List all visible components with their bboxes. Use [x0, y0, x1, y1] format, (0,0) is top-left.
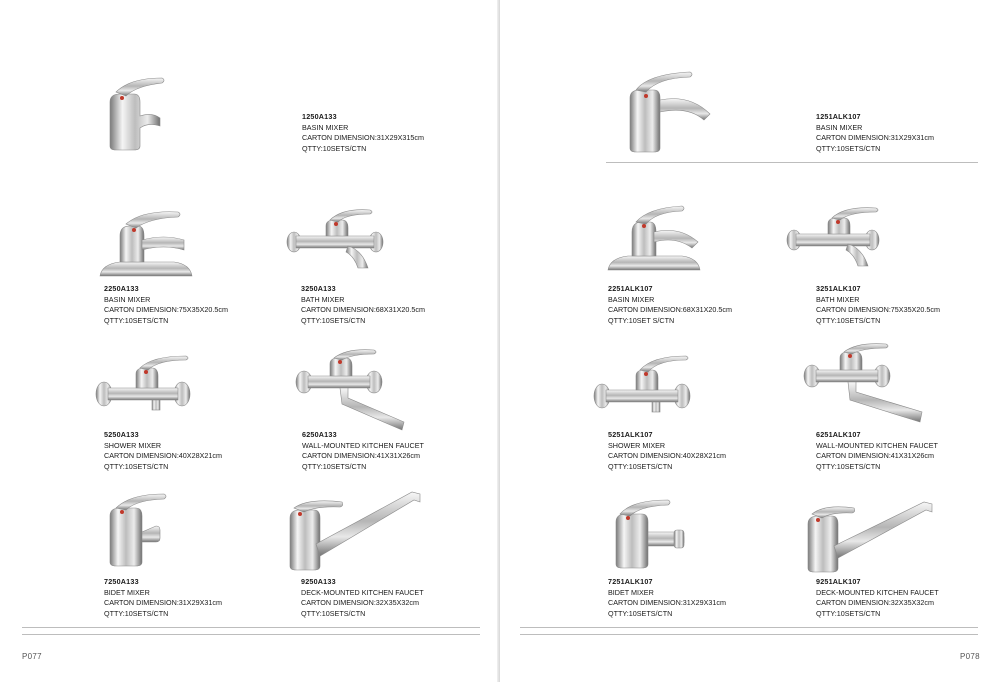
carton-dimension: CARTON DIMENSION:32X35X32cm [816, 598, 934, 608]
footer-rule [520, 627, 978, 628]
product-name: BATH MIXER [816, 294, 860, 304]
quantity: QTTY:10SETS/CTN [816, 143, 881, 153]
faucet-image-6250a133 [294, 348, 412, 432]
faucet-image-2251alk107 [606, 204, 702, 274]
product-caption [608, 284, 732, 326]
product-code: 2250A133 [104, 284, 139, 293]
carton-dimension: CARTON DIMENSION:41X31X26cm [816, 451, 934, 461]
faucet-image-1251alk107 [624, 70, 716, 156]
faucet-image-9250a133 [284, 486, 424, 572]
faucet-image-7250a133 [102, 490, 170, 570]
product-caption [816, 577, 939, 619]
product-code: 1251ALK107 [816, 112, 861, 121]
faucet-image-3251alk107 [786, 206, 882, 270]
product-caption [104, 577, 222, 619]
product-name: BIDET MIXER [104, 587, 150, 597]
product-name: BASIN MIXER [608, 294, 655, 304]
product-code: 5250A133 [104, 430, 139, 439]
product-name: BASIN MIXER [104, 294, 151, 304]
page-number: P078 [960, 652, 980, 661]
product-code: 7250A133 [104, 577, 139, 586]
product-caption [301, 577, 424, 619]
product-code: 5251ALK107 [608, 430, 653, 439]
carton-dimension: CARTON DIMENSION:31X29X31cm [104, 598, 222, 608]
product-name: SHOWER MIXER [608, 440, 666, 450]
product-code: 2251ALK107 [608, 284, 653, 293]
product-name: DECK-MOUNTED KITCHEN FAUCET [816, 587, 939, 597]
product-code: 6251ALK107 [816, 430, 861, 439]
quantity: QTTY:10SETS/CTN [816, 461, 881, 471]
carton-dimension: CARTON DIMENSION:75X35X20.5cm [104, 305, 228, 315]
product-caption [816, 284, 940, 326]
carton-dimension: CARTON DIMENSION:68X31X20.5cm [301, 305, 425, 315]
carton-dimension: CARTON DIMENSION:31X29X31cm [816, 133, 934, 143]
product-name: WALL-MOUNTED KITCHEN FAUCET [816, 440, 938, 450]
quantity: QTTY:10SETS/CTN [302, 461, 367, 471]
product-code: 9250A133 [301, 577, 336, 586]
product-name: SHOWER MIXER [104, 440, 162, 450]
quantity: QTTY:10SETS/CTN [301, 315, 366, 325]
product-caption [816, 112, 934, 154]
carton-dimension: CARTON DIMENSION:40X28X21cm [104, 451, 222, 461]
carton-dimension: CARTON DIMENSION:40X28X21cm [608, 451, 726, 461]
carton-dimension: CARTON DIMENSION:75X35X20.5cm [816, 305, 940, 315]
product-caption [301, 284, 425, 326]
carton-dimension: CARTON DIMENSION:41X31X26cm [302, 451, 420, 461]
carton-dimension: CARTON DIMENSION:32X35X32cm [301, 598, 419, 608]
quantity: QTTY:10SETS/CTN [104, 461, 169, 471]
product-name: BATH MIXER [301, 294, 345, 304]
quantity: QTTY:10SETS/CTN [816, 315, 881, 325]
product-code: 3251ALK107 [816, 284, 861, 293]
faucet-image-1250a133 [100, 72, 170, 154]
faucet-image-5250a133 [94, 350, 192, 416]
product-name: WALL-MOUNTED KITCHEN FAUCET [302, 440, 424, 450]
product-code: 1250A133 [302, 112, 337, 121]
carton-dimension: CARTON DIMENSION:31X29X315cm [302, 133, 424, 143]
product-caption [816, 430, 938, 472]
quantity: QTTY:10SETS/CTN [104, 315, 169, 325]
quantity: QTTY:10SETS/CTN [301, 608, 366, 618]
carton-dimension: CARTON DIMENSION:68X31X20.5cm [608, 305, 732, 315]
product-name: BASIN MIXER [816, 122, 863, 132]
quantity: QTTY:10SETS/CTN [816, 608, 881, 618]
carton-dimension: CARTON DIMENSION:31X29X31cm [608, 598, 726, 608]
faucet-image-9251alk107 [802, 494, 936, 574]
quantity: QTTY:10SETS/CTN [608, 461, 673, 471]
section-rule [606, 162, 978, 163]
footer-rule [22, 634, 480, 635]
catalog-page-right [500, 0, 1000, 682]
product-code: 6250A133 [302, 430, 337, 439]
product-caption [608, 577, 726, 619]
product-caption [104, 284, 228, 326]
faucet-image-2250a133 [98, 206, 194, 280]
faucet-image-5251alk107 [592, 352, 692, 418]
faucet-image-6251alk107 [802, 342, 928, 426]
product-code: 7251ALK107 [608, 577, 653, 586]
product-caption [104, 430, 222, 472]
product-caption [302, 112, 424, 154]
faucet-image-7251alk107 [608, 498, 688, 572]
footer-rule [520, 634, 978, 635]
page-number: P077 [22, 652, 42, 661]
quantity: QTTY:10SETS/CTN [104, 608, 169, 618]
footer-rule [22, 627, 480, 628]
quantity: QTTY:10SETS/CTN [608, 608, 673, 618]
product-caption [608, 430, 726, 472]
product-name: BASIN MIXER [302, 122, 349, 132]
product-code: 9251ALK107 [816, 577, 861, 586]
product-name: DECK-MOUNTED KITCHEN FAUCET [301, 587, 424, 597]
quantity: QTTY:10SETS/CTN [302, 143, 367, 153]
product-name: BIDET MIXER [608, 587, 654, 597]
quantity: QTTY:10SET S/CTN [608, 315, 675, 325]
faucet-image-3250a133 [286, 206, 384, 272]
product-code: 3250A133 [301, 284, 336, 293]
product-caption [302, 430, 424, 472]
